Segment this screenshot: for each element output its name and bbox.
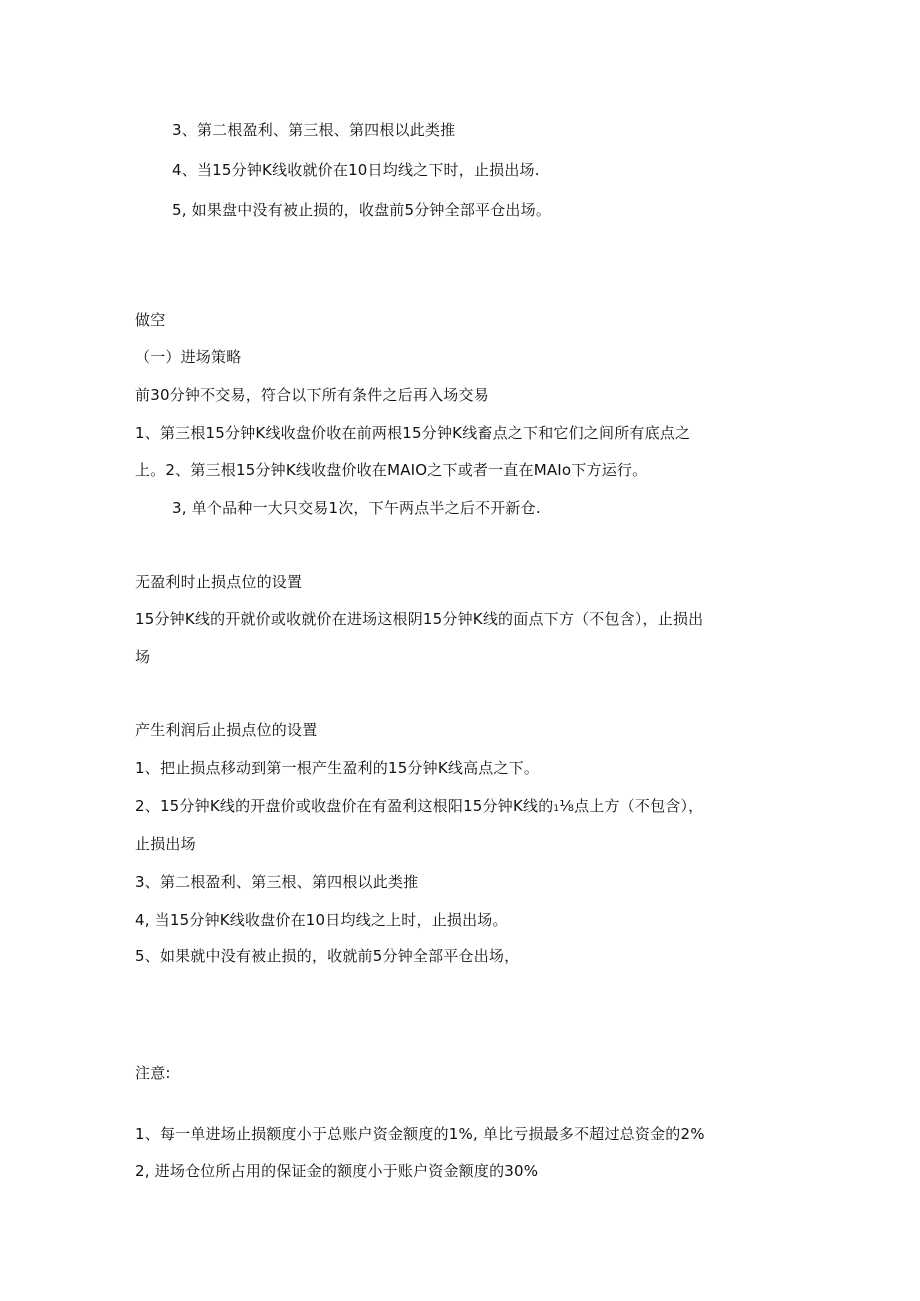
entry-rule-3: 3, 单个品种一大只交易1次，下午两点半之后不开新仓. bbox=[172, 499, 541, 517]
entry-strategy-heading: （一）进场策略 bbox=[135, 348, 242, 366]
entry-rule-1-line2: 上。2、第三根15分钟K线收盘价收在MAIO之下或者一直在MAIo下方运行。 bbox=[135, 461, 648, 479]
notes-item-1: 1、每一单进场止损额度小于总账户资金额度的1%, 单比亏损最多不超过总资金的2% bbox=[135, 1125, 705, 1143]
entry-rule-1-line1: 1、第三根15分钟K线收盘价收在前两根15分钟K线畜点之下和它们之间所有底点之 bbox=[135, 424, 691, 442]
notes-item-2: 2, 进场仓位所占用的保证金的额度小于账户资金额度的30% bbox=[135, 1162, 539, 1180]
no-profit-stop-text-line2: 场 bbox=[135, 648, 151, 666]
profit-stop-item-3: 3、第二根盈利、第三根、第四根以此类推 bbox=[135, 873, 419, 891]
profit-stop-item-4: 4, 当15分钟K线收盘价在10日均线之上时，止损出场。 bbox=[135, 911, 508, 929]
entry-intro: 前30分钟不交易，符合以下所有条件之后再入场交易 bbox=[135, 386, 489, 404]
profit-stop-item-1: 1、把止损点移动到第一根产生盈利的15分钟K线高点之下。 bbox=[135, 759, 540, 777]
short-heading: 做空 bbox=[135, 311, 166, 329]
profit-stop-item-2-small: 1 bbox=[553, 804, 560, 814]
no-profit-stop-text-line1: 15分钟K线的开就价或收就价在进场这根阴15分钟K线的面点下方（不包含），止损出 bbox=[135, 610, 704, 628]
long-exit-item-5: 5, 如果盘中没有被止损的，收盘前5分钟全部平仓出场。 bbox=[172, 201, 552, 219]
profit-stop-item-2 bbox=[135, 796, 703, 819]
profit-stop-item-2-rest: ⅛点上方（不包含）， bbox=[559, 797, 704, 815]
profit-stop-item-2-line2: 止损出场 bbox=[135, 835, 196, 853]
long-exit-item-4: 4、当15分钟K线收就价在10日均线之下时，止损出场. bbox=[172, 161, 540, 179]
no-profit-stop-heading: 无盈利时止损点位的设置 bbox=[135, 573, 303, 591]
long-exit-item-3: 3、第二根盈利、第三根、第四根以此类推 bbox=[172, 121, 456, 139]
profit-stop-heading: 产生利润后止损点位的设置 bbox=[135, 721, 318, 739]
profit-stop-item-5: 5、如果就中没有被止损的，收就前5分钟全部平仓出场， bbox=[135, 947, 520, 965]
profit-stop-item-2-text: 2、15分钟K线的开盘价或收盘价在有盈利这根阳15分钟K线的 bbox=[135, 797, 554, 815]
notes-heading: 注意: bbox=[135, 1064, 171, 1082]
